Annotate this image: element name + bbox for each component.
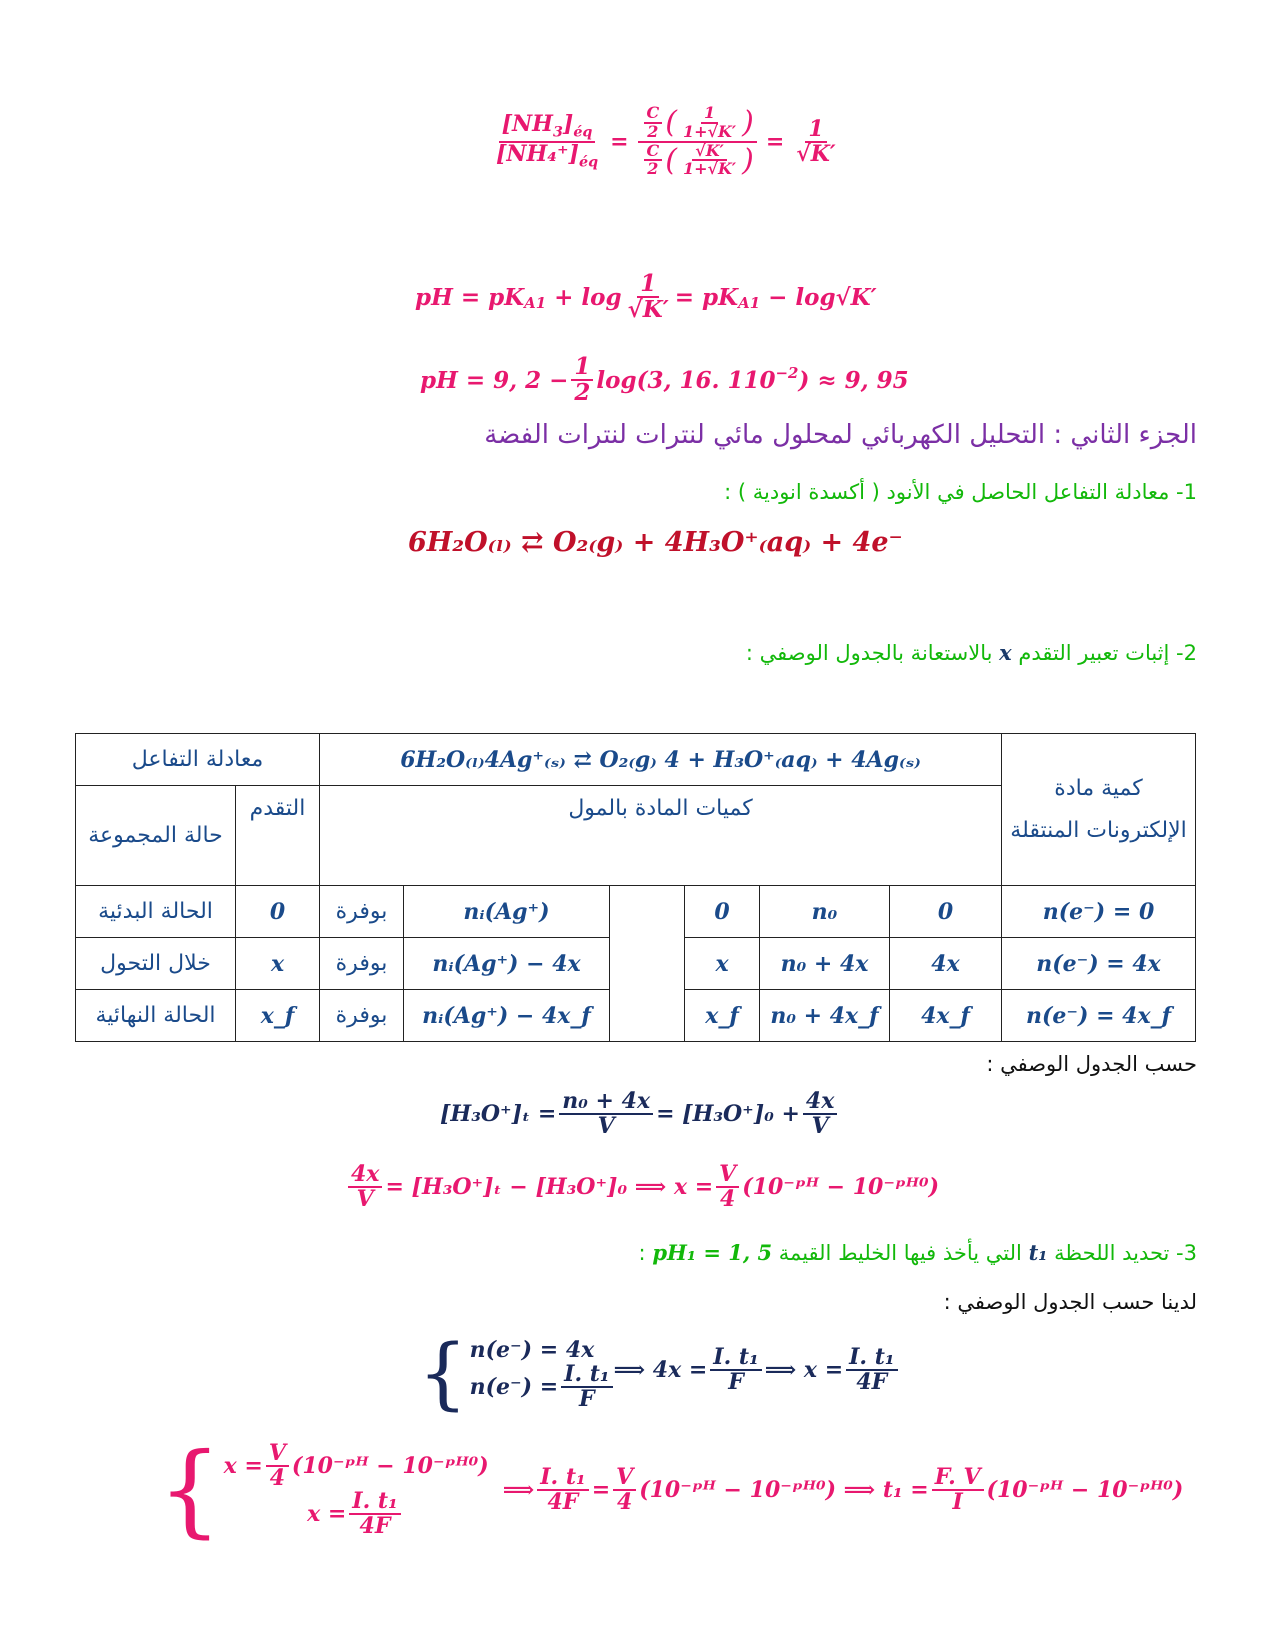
row-o2: 0 (685, 886, 760, 938)
ratio-equation: $\frac{[NH_3]_{éq}}{[NH_4^+]_{éq}}$ = $\frac{C}{2}$ ( $\frac{1}{1+√K'}$ ) $\frac{C}{2}$ ( $\frac{√K'}{1+√K'}$ ) = $\frac{1}{√K'}$ (490, 105, 842, 178)
row-ag: nᵢ(Ag⁺) − 4x (404, 938, 610, 990)
according-table-text: حسب الجدول الوصفي : (986, 1052, 1197, 1076)
row-water: بوفرة (320, 938, 404, 990)
row-ag-product: 4x (890, 938, 1002, 990)
row-electrons: n(e⁻) = 4x (1002, 938, 1196, 990)
row-blank (610, 886, 685, 1042)
row-state: الحالة النهائية (76, 990, 236, 1042)
row-h3o: n₀ + 4x_f (760, 990, 890, 1042)
row-ag: nᵢ(Ag⁺) (404, 886, 610, 938)
part2-title: الجزء الثاني : التحليل الكهربائي لمحلول مائي لنترات لنترات الفضة (484, 420, 1197, 450)
anode-equation: 6H₂O₍ₗ₎ ⇄ O₂₍g₎ + 4H₃O⁺₍aq₎ + 4e⁻ (408, 527, 903, 558)
row-o2: x (685, 938, 760, 990)
ratio-mid: $\frac{C}{2}$ ( $\frac{1}{1+√K'}$ ) $\frac{C}{2}$ ( $\frac{√K'}{1+√K'}$ ) (638, 105, 757, 178)
row-ag-product: 4x_f (890, 990, 1002, 1042)
row-ag-product: 0 (890, 886, 1002, 938)
row-electrons: n(e⁻) = 0 (1002, 886, 1196, 938)
question-3: 3- تحديد اللحظة t₁ التي يأخذ فيها الخليط القيمة pH₁ = 1, 5 : (638, 1240, 1197, 1265)
row-electrons: n(e⁻) = 4x_f (1002, 990, 1196, 1042)
row-water: بوفرة (320, 990, 404, 1042)
row-o2: x_f (685, 990, 760, 1042)
ratio-lhs: $\frac{[NH_3]_{éq}}{[NH_4^+]_{éq}}$ (496, 111, 599, 170)
ph-equation-2: pH = 9, 2 − $\frac{1}{2}$ log(3, 16. 110 $^{-2}$ ) ≈ 9, 95 (420, 353, 909, 407)
table-row (76, 886, 1196, 938)
row-state: خلال التحول (76, 938, 236, 990)
moles-label: كميات المادة بالمول (320, 786, 1002, 886)
ph-equation-1: pH = pK $_{A1}$ + log $\frac{1}{√K'}$ = pK $_{A1}$ − log√K′ (415, 270, 877, 324)
question-2: 2- إثبات تعبير التقدم x بالاستعانة بالجدول الوصفي : (745, 640, 1197, 665)
we-have-text: لدينا حسب الجدول الوصفي : (943, 1290, 1197, 1314)
ratio-rhs: $\frac{1}{√K'}$ (796, 115, 836, 167)
row-progress: x (236, 938, 320, 990)
progress-label: التقدم (236, 786, 320, 886)
state-label: حالة المجموعة (76, 786, 236, 886)
reaction-equation: 6H₂O₍ₗ₎4Ag⁺₍ₛ₎ ⇄ O₂₍g₎ 4 + H₃O⁺₍aq₎ + 4Ag₍ₛ₎ (320, 734, 1002, 786)
row-state: الحالة البدئية (76, 886, 236, 938)
x-equation: $\frac{4x}{V}$ = [H₃O⁺]ₜ − [H₃O⁺]₀ ⟹ x = $\frac{V}{4}$ (10⁻ᵖᴴ − 10⁻ᵖᴴ⁰) (345, 1163, 939, 1211)
row-water: بوفرة (320, 886, 404, 938)
row-ag: nᵢ(Ag⁺) − 4x_f (404, 990, 610, 1042)
row-progress: x_f (236, 990, 320, 1042)
system-2: { x = $\frac{V}{4}$ (10⁻ᵖᴴ − 10⁻ᵖᴴ⁰) x = $\frac{\text{I. t₁}}{4F}$ ⟹ $\frac{\text{I. t₁}}{4F}$ = $\frac{V}{4}$ (10⁻ᵖᴴ − 10⁻ᵖᴴ⁰) ⟹ t₁ = $\frac{F. V}{I}$ (10⁻ᵖᴴ − 10⁻ᵖᴴ⁰) (158, 1431, 1184, 1548)
h3o-equation: [H₃O⁺]ₜ = $\frac{\text{n₀ + 4x}}{V}$ = [H₃O⁺]₀ + $\frac{4x}{V}$ (440, 1090, 840, 1138)
system-1: { n(e⁻) = 4x n(e⁻) = $\frac{\text{I. t₁}}{F}$ ⟹ 4x = $\frac{\text{I. t₁}}{F}$ ⟹ x = $\frac{\text{I. t₁}}{4F}$ (418, 1335, 901, 1413)
row-progress: 0 (236, 886, 320, 938)
progress-table (75, 733, 1196, 1042)
row-h3o: n₀ (760, 886, 890, 938)
reaction-label: معادلة التفاعل (76, 734, 320, 786)
electrons-label: كمية مادة الإلكترونات المنتقلة (1002, 734, 1196, 886)
question-1: 1- معادلة التفاعل الحاصل في الأنود ( أكسدة انودية ) : (724, 480, 1197, 504)
row-h3o: n₀ + 4x (760, 938, 890, 990)
